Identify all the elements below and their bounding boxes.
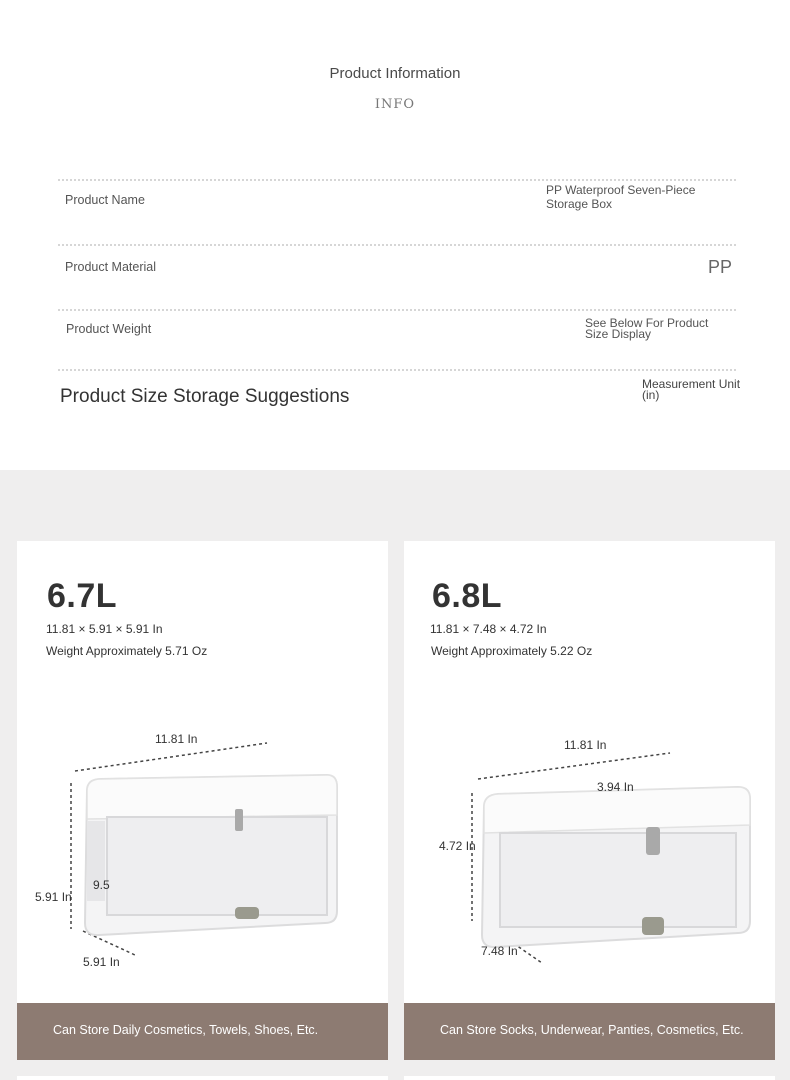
dim-line-top	[75, 743, 267, 771]
product-card-6-8l	[404, 541, 775, 1060]
product-information-section	[0, 0, 790, 470]
dimensions: 11.81 × 7.48 × 4.72 In	[430, 622, 547, 636]
dim-left-label: 5.91 In	[35, 890, 72, 904]
section-title: Product Information	[329, 65, 461, 82]
capacity: 6.7L	[47, 577, 118, 615]
dim-top-label: 11.81 In	[155, 732, 198, 746]
storage-box-image	[404, 711, 775, 981]
product-card-6-7l	[17, 541, 388, 1060]
product-name-value: PP Waterproof Seven-Piece Storage Box	[546, 183, 696, 211]
dim-bottom-label: 5.91 In	[83, 955, 120, 969]
storage-suggestion: Can Store Daily Cosmetics, Towels, Shoes, Etc.	[53, 1023, 319, 1037]
box-window	[500, 833, 736, 927]
divider	[58, 309, 736, 311]
dim-bottom-label: 7.48 In	[481, 944, 518, 958]
box-lid	[87, 775, 337, 819]
next-card-edge	[17, 1076, 388, 1080]
divider	[58, 179, 736, 181]
product-material-label: Product Material	[65, 260, 157, 274]
product-material-value: PP	[707, 257, 732, 277]
zipper-pull-icon	[642, 917, 664, 935]
weight: Weight Approximately 5.22 Oz	[431, 644, 593, 658]
product-weight-label: Product Weight	[66, 322, 152, 336]
storage-suggestion: Can Store Socks, Underwear, Panties, Cosmetics, Etc.	[440, 1023, 744, 1037]
section-subtitle: INFO	[374, 97, 416, 112]
measurement-unit-note: Measurement Unit (in)	[642, 377, 741, 402]
zipper-pull-icon	[235, 907, 259, 919]
storage-box-image	[17, 711, 388, 981]
next-card-edge	[404, 1076, 775, 1080]
divider	[58, 369, 736, 371]
capacity: 6.8L	[432, 577, 503, 615]
dimensions: 11.81 × 5.91 × 5.91 In	[46, 622, 163, 636]
dim-inner-label: 9.5	[93, 878, 110, 892]
storage-suggestion-bar	[404, 1003, 775, 1060]
weight: Weight Approximately 5.71 Oz	[46, 644, 208, 658]
product-name-label: Product Name	[65, 193, 145, 207]
dim-inner-label: 3.94 In	[597, 780, 634, 794]
zipper-pull-icon	[235, 809, 243, 831]
product-weight-value: See Below For Product Size Display	[585, 316, 709, 341]
box-window	[107, 817, 327, 915]
divider	[58, 244, 736, 246]
size-heading: Product Size Storage Suggestions	[60, 386, 350, 407]
dim-line-top	[478, 753, 670, 779]
zipper-pull-icon	[646, 827, 660, 855]
storage-suggestion-bar	[17, 1003, 388, 1060]
dim-left-label: 4.72 In	[439, 839, 476, 853]
dim-top-label: 11.81 In	[564, 738, 607, 752]
